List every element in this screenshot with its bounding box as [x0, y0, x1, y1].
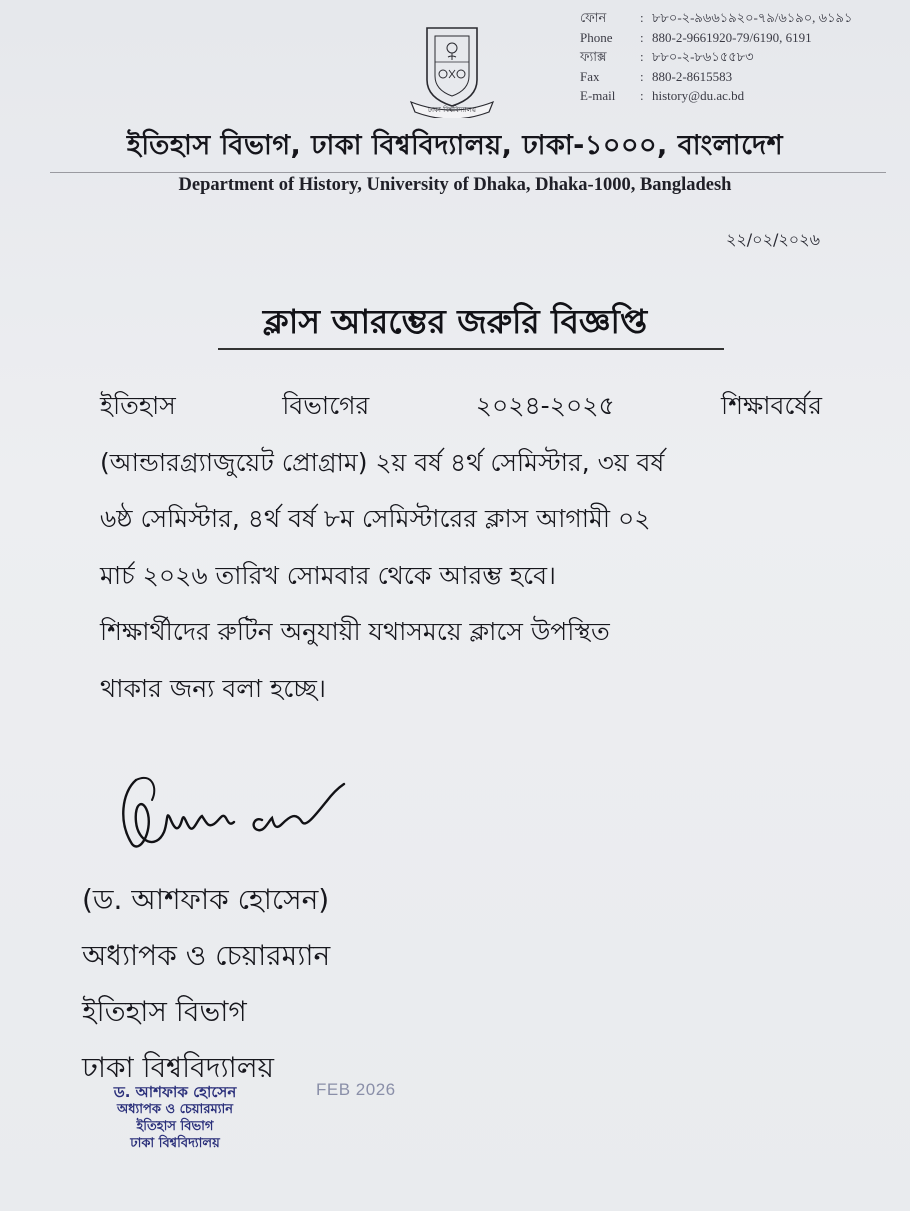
seal-designation: অধ্যাপক ও চেয়ারম্যান [116, 1102, 233, 1117]
contact-separator: : [640, 68, 644, 84]
body-line: থাকার জন্য বলা হচ্ছে। [100, 673, 326, 703]
notice-title: ক্লাস আরম্ভের জরুরি বিজ্ঞপ্তি [262, 302, 648, 341]
notice-date: ২২/০২/২০২৬ [725, 230, 820, 249]
contact-row [580, 67, 852, 87]
ribbon-text: ঢাকা বিশ্ববিদ্যালয় [427, 106, 477, 114]
body-line [100, 378, 822, 435]
contact-value: 880-2-9661920-79/6190, 6191 [652, 29, 812, 45]
body-word: বিভাগের [282, 391, 370, 420]
university-of-dhaka-crest-icon [405, 22, 499, 118]
seal-department: ইতিহাস বিভাগ [136, 1119, 214, 1134]
body-word: ২০২৪-২০২৫ [475, 391, 615, 420]
contact-row [580, 28, 852, 48]
seal-name: ড. আশফাক হোসেন [113, 1083, 237, 1101]
signatory-name: (ড. আশফাক হোসেন) [82, 883, 330, 916]
contact-separator: : [640, 49, 644, 64]
body-word: শিক্ষাবর্ষের [721, 391, 822, 420]
official-seal-stamp [80, 1084, 270, 1152]
contact-value: ৮৮০-২-৮৬১৫৫৮৩ [652, 49, 754, 64]
signatory-university: ঢাকা বিশ্ববিদ্যালয় [82, 1051, 275, 1084]
letterhead-bangla: ইতিহাস বিভাগ, ঢাকা বিশ্ববিদ্যালয়, ঢাকা-১০০০, বাংলাদেশ [126, 130, 784, 161]
contact-row [580, 8, 852, 28]
signatory-department: ইতিহাস বিভাগ [82, 995, 247, 1028]
letterhead-english: Department of History, University of Dhaka, Dhaka-1000, Bangladesh [178, 175, 732, 195]
contact-label: Phone [580, 29, 613, 45]
contact-value: 880-2-8615583 [652, 68, 733, 84]
body-line: (আন্ডারগ্র্যাজুয়েট প্রোগ্রাম) ২য় বর্ষ ৪র্থ সেমিস্টার, ৩য় বর্ষ [100, 447, 665, 477]
notice-body [100, 378, 822, 717]
contact-separator: : [640, 88, 644, 103]
signatory-designation: অধ্যাপক ও চেয়ারম্যান [82, 939, 331, 972]
contact-label: E-mail [580, 88, 616, 103]
body-word: ইতিহাস [100, 391, 176, 420]
title-underline [218, 348, 724, 350]
contact-label: Fax [580, 68, 600, 84]
contact-email: history@du.ac.bd [652, 88, 745, 103]
contact-label: ফ্যাক্স [580, 49, 607, 64]
contact-label: ফোন [580, 10, 607, 25]
letterhead-divider [50, 172, 886, 173]
body-line: মার্চ ২০২৬ তারিখ সোমবার থেকে আরম্ভ হবে। [100, 560, 556, 590]
contact-row [580, 86, 852, 106]
contact-separator: : [640, 10, 644, 25]
university-crest-logo [405, 22, 499, 118]
handwritten-signature [112, 762, 352, 872]
contact-row [580, 47, 852, 67]
received-date-stamp: FEB 2026 [316, 1080, 396, 1099]
contact-info [580, 8, 852, 106]
body-line: শিক্ষার্থীদের রুটিন অনুযায়ী যথাসময়ে ক্লাসে উপস্থিত [100, 617, 610, 646]
signatory-block [82, 872, 330, 1096]
seal-university: ঢাকা বিশ্ববিদ্যালয় [130, 1136, 220, 1151]
contact-value: ৮৮০-২-৯৬৬১৯২০-৭৯/৬১৯০, ৬১৯১ [652, 10, 853, 25]
body-line: ৬ষ্ঠ সেমিস্টার, ৪র্থ বর্ষ ৮ম সেমিস্টারের ক্লাস আগামী ০২ [100, 504, 651, 533]
contact-separator: : [640, 29, 644, 45]
